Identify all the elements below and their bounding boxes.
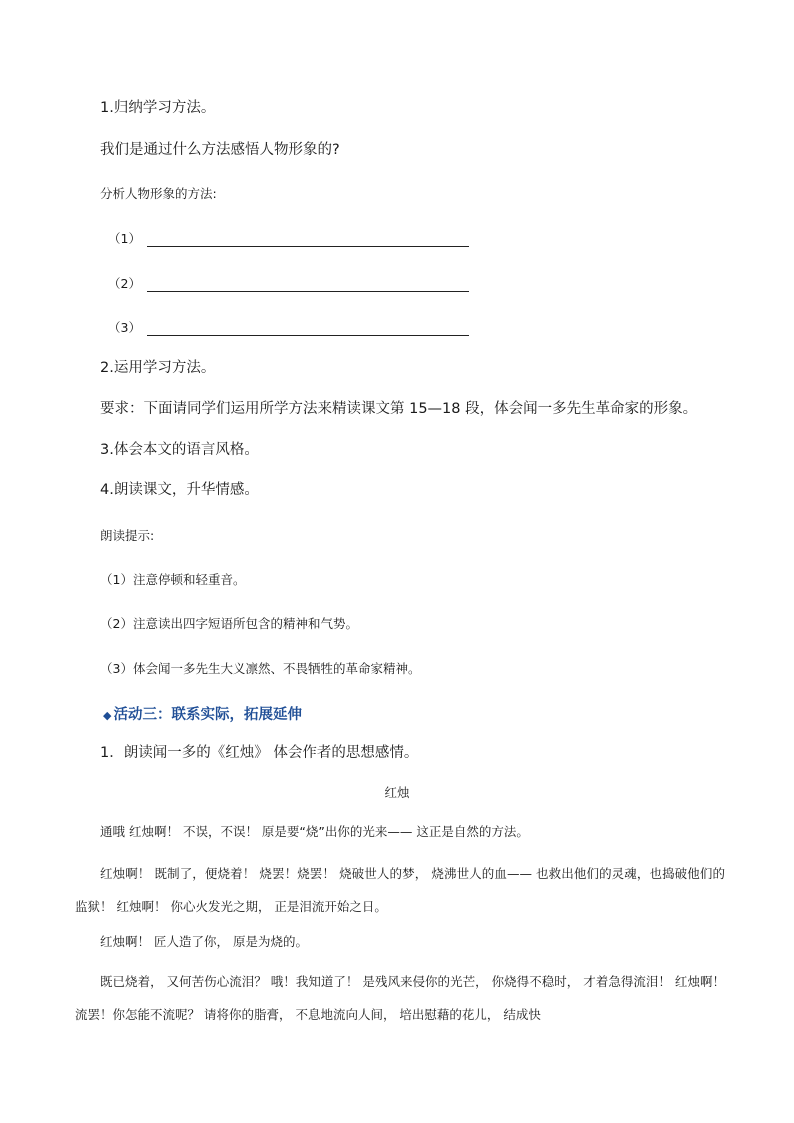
blank-label-2: （2） xyxy=(108,276,141,291)
tip-2: （2）注意读出四字短语所包含的精神和气势。 xyxy=(100,616,358,631)
answer-blank-2[interactable] xyxy=(147,277,469,292)
answer-blank-3[interactable] xyxy=(147,321,469,336)
section-1-question: 我们是通过什么方法感悟人物形象的? xyxy=(100,142,340,158)
blank-row-1 xyxy=(108,229,469,247)
blank-row-3 xyxy=(108,318,469,336)
activity-3-task: 1．朗读闻一多的《红烛》 体会作者的思想感情。 xyxy=(100,745,419,761)
blank-row-2 xyxy=(108,274,469,292)
blank-label-3: （3） xyxy=(108,320,141,335)
section-2-requirement: 要求：下面请同学们运用所学方法来精读课文第 15—18 段，体会闻一多先生革命家的形象。 xyxy=(100,401,698,417)
diamond-bullet-icon: ◆ xyxy=(103,709,112,722)
answer-blank-1[interactable] xyxy=(147,232,469,247)
activity-3-heading xyxy=(103,703,302,724)
poem-paragraph-2: 红烛啊！ 既制了，便烧着！ 烧罢！烧罢！ 烧破世人的梦， 烧沸世人的血—— 也救出他们的灵魂，也捣破他们的监狱！ 红烛啊！ 你心火发光之期， 正是泪流开始之日。 xyxy=(75,866,725,914)
poem-paragraph-4: 既已烧着， 又何苦伤心流泪？ 哦！我知道了！ 是残风来侵你的光芒， 你烧得不稳时， 才着急得流泪！ 红烛啊！ 流罢！你怎能不流呢？ 请将你的脂膏， 不息地流向人间， 培出慰藉的花儿， 结成快 xyxy=(75,974,725,1022)
tips-label: 朗读提示: xyxy=(100,528,155,543)
section-1-heading: 1.归纳学习方法。 xyxy=(100,100,216,116)
tip-3: （3）体会闻一多先生大义凛然、不畏牺牲的革命家精神。 xyxy=(100,661,421,676)
poem-paragraph-3: 红烛啊！ 匠人造了你， 原是为烧的。 xyxy=(100,934,308,949)
poem-title: 红烛 xyxy=(384,785,410,800)
tip-1: （1）注意停顿和轻重音。 xyxy=(100,572,246,587)
blank-label-1: （1） xyxy=(108,231,141,246)
poem-paragraph-1: 通哦 红烛啊！ 不误，不误！ 原是要“烧”出你的光来—— 这正是自然的方法。 xyxy=(100,824,529,839)
section-3-heading: 3.体会本文的语言风格。 xyxy=(100,442,259,458)
section-2-heading: 2.运用学习方法。 xyxy=(100,360,216,376)
section-4-heading: 4.朗读课文，升华情感。 xyxy=(100,482,259,498)
activity-3-title: 活动三：联系实际，拓展延伸 xyxy=(113,707,302,723)
methods-label: 分析人物形象的方法: xyxy=(100,186,217,201)
